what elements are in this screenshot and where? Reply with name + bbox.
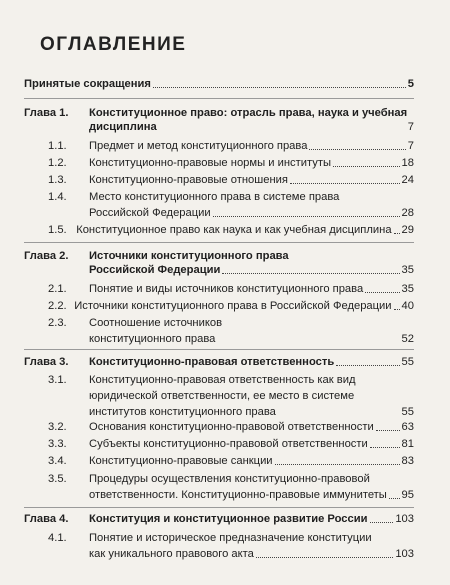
section-number: 2.2.	[48, 300, 67, 312]
toc-entry-abbreviations[interactable]	[24, 77, 414, 91]
section-page: 63	[401, 421, 414, 433]
entry-title: Принятые сокращения	[24, 78, 151, 90]
chapter-page: 35	[401, 264, 414, 276]
chapter-title-text: Российской Федерации	[89, 264, 221, 276]
section-title-line-2	[89, 332, 414, 346]
chapter-title-line-1: Источники конституционного права	[89, 250, 289, 262]
chapter-title-line-1: Конституционное право: отрасль права, наука и учебная	[89, 107, 408, 119]
toc-section-2-1[interactable]	[48, 282, 414, 296]
separator-rule	[24, 349, 414, 350]
section-title-line-1: Место конституционного права в системе права	[89, 191, 340, 203]
section-title: Конституционно-правовые санкции	[89, 455, 273, 467]
chapter-title-line-2	[89, 120, 414, 134]
section-title-line-1: Понятие и историческое предназначение конституции	[89, 532, 372, 544]
section-title-text: институтов конституционного права	[89, 406, 276, 418]
dot-leader	[394, 233, 400, 234]
section-title-line-2	[89, 488, 414, 502]
dot-leader	[275, 464, 400, 465]
section-page: 28	[401, 207, 414, 219]
chapter-page: 55	[401, 356, 414, 368]
dot-leader	[309, 149, 405, 150]
section-number: 1.5.	[48, 224, 67, 236]
section-page: 81	[401, 438, 414, 450]
dot-leader	[370, 447, 400, 448]
section-title-line-2	[89, 547, 414, 561]
toc-section-4-1[interactable]	[48, 531, 414, 561]
section-number: 1.4.	[48, 191, 67, 203]
section-title-line-1: Соотношение источников	[89, 317, 223, 329]
toc-section-1-2[interactable]	[48, 156, 414, 170]
dot-leader	[153, 87, 406, 88]
section-title: Субъекты конституционно-правовой ответственности	[89, 438, 368, 450]
section-number: 1.3.	[48, 174, 67, 186]
section-title-line-2	[89, 206, 414, 220]
chapter-number: Глава 3.	[24, 356, 69, 368]
section-page: 7	[407, 140, 414, 152]
dot-leader	[213, 216, 400, 217]
section-page: 52	[401, 333, 414, 345]
dot-leader	[394, 309, 400, 310]
dot-leader	[365, 292, 399, 293]
toc-section-3-4[interactable]	[48, 454, 414, 468]
section-number: 4.1.	[48, 532, 67, 544]
section-title: Основания конституционно-правовой ответственности	[89, 421, 374, 433]
section-page: 83	[401, 455, 414, 467]
section-number: 3.4.	[48, 455, 67, 467]
section-number: 3.1.	[48, 374, 67, 386]
section-title-line-1: Процедуры осуществления конституционно-правовой	[89, 473, 370, 485]
toc-section-1-3[interactable]	[48, 173, 414, 187]
section-number: 3.3.	[48, 438, 67, 450]
section-title-text: ответственности. Конституционно-правовые иммунитеты	[89, 489, 387, 501]
section-title-text: Российской Федерации	[89, 207, 211, 219]
section-title-line-1: Конституционно-правовая ответственность как вид	[89, 374, 356, 386]
toc-chapter-1[interactable]	[24, 106, 414, 134]
toc-section-2-2[interactable]	[48, 299, 414, 313]
toc-section-1-4[interactable]	[48, 190, 414, 220]
dot-leader	[290, 183, 400, 184]
toc-chapter-4[interactable]	[24, 512, 414, 526]
section-title: Понятие и виды источников конституционного права	[89, 283, 364, 295]
section-title: Источники конституционного права в Российской Федерации	[74, 300, 392, 312]
section-title: Конституционное право как наука и как учебная дисциплина	[76, 224, 392, 236]
section-page: 35	[401, 283, 414, 295]
section-page: 95	[401, 489, 414, 501]
section-page: 40	[401, 300, 414, 312]
toc-section-3-2[interactable]	[48, 420, 414, 434]
separator-rule	[24, 242, 414, 243]
section-number: 2.1.	[48, 283, 67, 295]
toc-section-1-1[interactable]	[48, 139, 414, 153]
section-page: 103	[395, 548, 414, 560]
chapter-page: 103	[395, 513, 414, 525]
chapter-title: Конституция и конституционное развитие России	[89, 513, 368, 525]
dot-leader	[376, 430, 400, 431]
section-page: 29	[401, 224, 414, 236]
toc-chapter-2[interactable]	[24, 249, 414, 277]
section-number: 3.2.	[48, 421, 67, 433]
dot-leader	[256, 557, 393, 558]
toc-section-3-1[interactable]	[48, 373, 414, 419]
section-page: 55	[401, 406, 414, 418]
separator-rule	[24, 98, 414, 99]
section-title-text: как уникального правового акта	[89, 548, 254, 560]
dot-leader	[333, 166, 400, 167]
chapter-title-line-2	[89, 263, 414, 277]
section-title-line-2: юридической ответственности, ее место в системе	[89, 390, 355, 402]
dot-leader	[370, 522, 394, 523]
toc-section-1-5[interactable]	[48, 223, 414, 237]
chapter-number: Глава 2.	[24, 250, 69, 262]
entry-page: 5	[407, 78, 414, 90]
section-page: 24	[401, 174, 414, 186]
toc-section-2-3[interactable]	[48, 316, 414, 346]
dot-leader	[336, 365, 399, 366]
separator-rule	[24, 507, 414, 508]
toc-chapter-3[interactable]	[24, 355, 414, 369]
dot-leader	[222, 273, 399, 274]
dot-leader	[389, 498, 400, 499]
chapter-title-text: дисциплина	[89, 121, 157, 133]
section-title: Предмет и метод конституционного права	[89, 140, 308, 152]
section-title: Конституционно-правовые отношения	[89, 174, 288, 186]
chapter-number: Глава 4.	[24, 513, 69, 525]
section-title-text: конституционного права	[89, 333, 216, 345]
page-title: ОГЛАВЛЕНИЕ	[40, 34, 187, 55]
section-number: 1.2.	[48, 157, 67, 169]
section-title: Конституционно-правовые нормы и институты	[89, 157, 331, 169]
section-number: 3.5.	[48, 473, 67, 485]
section-number: 1.1.	[48, 140, 67, 152]
chapter-number: Глава 1.	[24, 107, 69, 119]
section-title-line-3	[89, 405, 414, 419]
chapter-page: 7	[407, 121, 414, 133]
toc-section-3-5[interactable]	[48, 472, 414, 502]
section-number: 2.3.	[48, 317, 67, 329]
toc-section-3-3[interactable]	[48, 437, 414, 451]
section-page: 18	[401, 157, 414, 169]
chapter-title: Конституционно-правовая ответственность	[89, 356, 335, 368]
